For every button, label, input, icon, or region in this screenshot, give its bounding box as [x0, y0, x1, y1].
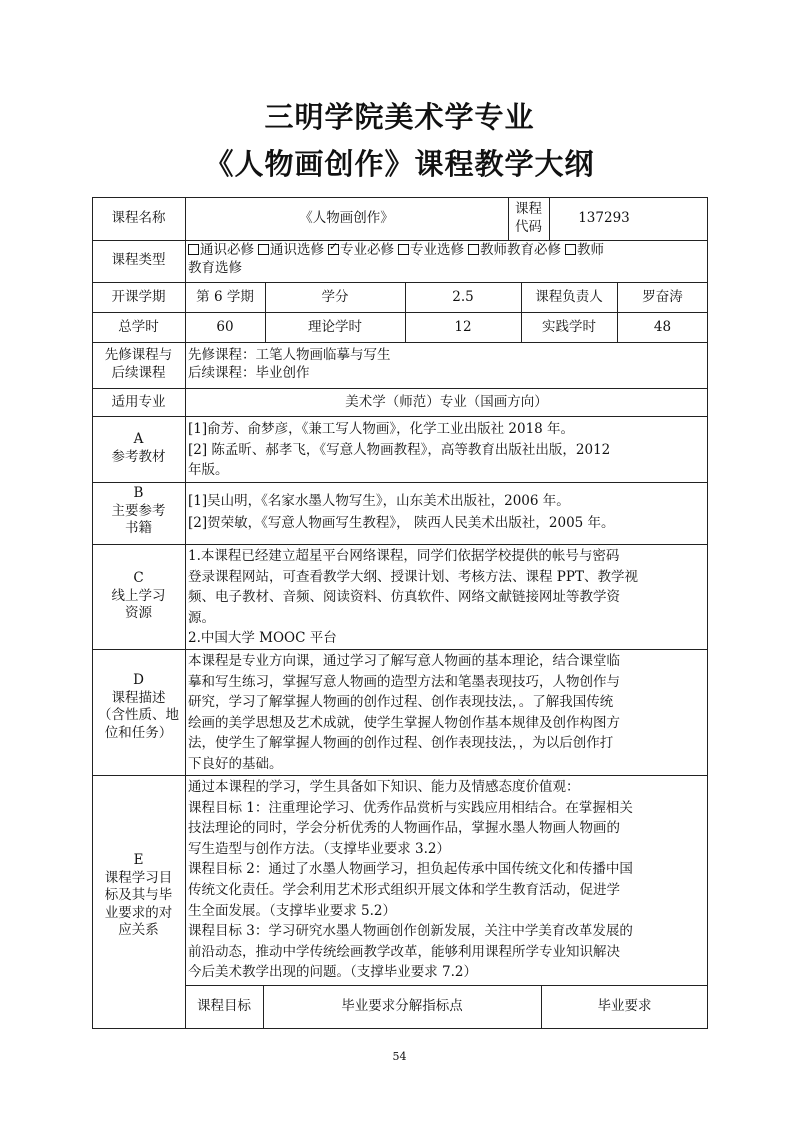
section-d-label	[89, 672, 188, 742]
online-resource-line: 1.本课程已经建立超星平台网络课程，同学们依据学校提供的帐号与密码	[188, 548, 620, 564]
course-type-options	[188, 242, 706, 277]
course-type-option-label: 专业必修	[340, 242, 394, 258]
course-code-value: 137293	[578, 210, 630, 226]
page-number: 54	[392, 1050, 407, 1063]
description-line: 摹和写生练习，掌握写意人物画的造型方法和笔墨表现技巧，人物创作与	[188, 673, 620, 690]
theory-hours-value: 12	[454, 319, 472, 335]
section-b-title-line2: 书籍	[125, 520, 152, 537]
major-label: 适用专业	[111, 394, 166, 410]
section-e-title-line3: 业要求的对	[104, 904, 173, 921]
course-type-option	[468, 242, 561, 258]
section-e-title-line1: 课程学习目	[104, 869, 173, 886]
checkbox-empty-icon	[565, 244, 576, 255]
section-c-label	[92, 570, 185, 623]
section-e-content	[188, 777, 706, 983]
reference-item: [2] 陈孟昕、郝孝飞，《写意人物画教程》，高等教育出版社出版，2012	[188, 441, 611, 458]
document-subtitle: 《人物画创作》课程教学大纲	[204, 147, 595, 181]
section-b-letter: B	[133, 485, 144, 501]
objective-line: 技法理论的同时，学会分析优秀的人物画作品，掌握水墨人物画人物画的	[188, 820, 620, 837]
prereq-line: 先修课程：工笔人物画临摹与写生	[188, 347, 391, 363]
objective-line: 课程目标 3：学习研究水墨人物画创作创新发展，关注中学美育改革发展的	[188, 923, 633, 940]
reading-item: [2]贺荣敏，《写意人物画写生教程》， 陕西人民美术出版社，2005 年。	[188, 515, 615, 531]
prereq-label-line1: 先修课程与	[104, 347, 173, 363]
description-line: 本课程是专业方向课，通过学习了解写意人物画的基本理论，结合课堂临	[188, 653, 620, 669]
section-a-title: 参考教材	[111, 448, 166, 465]
online-resource-line: 源。	[188, 609, 215, 626]
section-e-title-line4: 应关系	[118, 922, 159, 939]
reference-item: [1]俞芳、俞梦彦，《兼工写人物画》，化学工业出版社 2018 年。	[188, 421, 575, 437]
section-e-title-line2: 标及其与毕	[104, 887, 173, 904]
prereq-content	[188, 347, 706, 382]
total-hours-value: 60	[216, 319, 234, 335]
section-b-label	[92, 485, 185, 538]
course-code-label-text: 课程代码	[515, 201, 542, 235]
course-type-continuation: 教育选修	[188, 259, 242, 276]
section-a-letter: A	[133, 431, 144, 447]
semester-value: 第 6 学期	[196, 289, 254, 305]
objective-line: 今后美术教学出现的问题。（支撑毕业要求 7.2）	[188, 964, 478, 981]
course-type-option-label: 通识必修	[200, 242, 254, 258]
reference-item-continuation: 年版。	[188, 462, 229, 478]
description-line: 绘画的美学思想及艺术成就，使学生掌握人物创作基本规律及创作构图方	[188, 714, 620, 731]
course-owner-value: 罗奋涛	[642, 289, 683, 305]
prereq-label	[92, 347, 185, 382]
objective-line: 课程目标 2：通过了水墨人物画学习，担负起传承中国传统文化和传播中国	[188, 861, 633, 878]
description-line: 下良好的基础。	[188, 755, 283, 772]
online-resource-line: 2.中国大学 MOOC 平台	[188, 630, 337, 647]
checkbox-checked-icon	[328, 244, 339, 255]
section-c-content	[188, 546, 706, 649]
credit-value: 2.5	[452, 289, 474, 305]
subtable-header-objective: 课程目标	[197, 998, 251, 1014]
section-d-title-line1: 课程描述	[111, 689, 166, 706]
followup-line: 后续课程：毕业创作	[188, 364, 310, 381]
practice-hours-value: 48	[653, 319, 672, 335]
course-type-option-label: 教师教育必修	[480, 242, 561, 258]
course-type-option	[188, 242, 254, 258]
section-b-content	[188, 490, 706, 534]
section-a-content	[188, 419, 706, 481]
section-b-title-line1: 主要参考	[111, 502, 166, 519]
section-d-title-line3: 位和任务）	[104, 724, 173, 741]
course-name-label: 课程名称	[111, 210, 166, 226]
practice-hours-label: 实践学时	[542, 319, 596, 335]
description-line: 研究，学习了解掌握人物画的创作过程、创作表现技法，。了解我国传统	[188, 694, 614, 711]
course-type-label: 课程类型	[111, 252, 166, 268]
semester-label: 开课学期	[111, 289, 166, 305]
description-line: 法，使学生了解掌握人物画的创作过程、创作表现技法，，为以后创作打	[188, 735, 614, 752]
theory-hours-label: 理论学时	[308, 319, 362, 335]
section-c-title-line1: 线上学习	[111, 587, 166, 604]
checkbox-empty-icon	[258, 244, 269, 255]
objective-line: 课程目标 1：注重理论学习、优秀作品赏析与实践应用相结合。在掌握相关	[188, 799, 633, 816]
reading-item: [1]吴山明，《名家水墨人物写生》，山东美术出版社，2006 年。	[188, 493, 570, 509]
course-type-option-label: 专业选修	[410, 242, 464, 258]
prereq-label-line2: 后续课程	[111, 364, 166, 381]
section-d-content	[188, 651, 706, 775]
total-hours-label: 总学时	[118, 319, 159, 335]
objective-line: 前沿动态，推动中学传统绘画教学改革，能够利用课程所学专业知识解决	[188, 943, 620, 960]
subtable-header-indicator: 毕业要求分解指标点	[341, 998, 463, 1014]
objective-line: 传统文化责任。学会利用艺术形式组织开展文体和学生教育活动，促进学	[188, 881, 620, 898]
document-title: 三明学院美术学专业	[264, 100, 535, 134]
course-type-option	[328, 242, 394, 258]
section-d-title-line2: （含性质、地	[98, 707, 179, 724]
online-resource-line: 频、电子教材、音频、阅读资料、仿真软件、网络文献链接网址等教学资	[188, 589, 620, 606]
course-type-option	[398, 242, 464, 258]
course-type-option	[565, 242, 604, 258]
course-type-option-label: 教师	[577, 242, 604, 258]
section-c-title-line2: 资源	[125, 605, 152, 622]
objective-line: 生全面发展。（支撑毕业要求 5.2）	[188, 902, 397, 919]
section-e-letter: E	[133, 852, 144, 868]
section-a-label	[92, 431, 185, 466]
section-d-letter: D	[133, 672, 144, 688]
section-c-letter: C	[133, 570, 144, 586]
objective-line: 通过本课程的学习，学生具备如下知识、能力及情感态度价值观：	[188, 779, 580, 795]
subtable-header-requirement: 毕业要求	[597, 998, 652, 1014]
course-name-value: 《人物画创作》	[299, 210, 394, 226]
course-owner-label: 课程负责人	[535, 289, 603, 305]
objective-line: 写生造型与创作方法。（支撑毕业要求 3.2）	[188, 840, 451, 857]
course-code-label	[508, 200, 549, 236]
online-resource-line: 登录课程网站，可查看教学大纲、授课计划、考核方法、课程 PPT、教学视	[188, 568, 638, 585]
major-value: 美术学（师范）专业（国画方向）	[345, 394, 548, 410]
course-type-option	[258, 242, 324, 258]
checkbox-empty-icon	[398, 244, 409, 255]
course-type-option-label: 通识选修	[270, 242, 324, 258]
credit-label: 学分	[321, 289, 349, 305]
checkbox-empty-icon	[468, 244, 479, 255]
checkbox-empty-icon	[188, 244, 199, 255]
section-e-label	[92, 852, 185, 940]
